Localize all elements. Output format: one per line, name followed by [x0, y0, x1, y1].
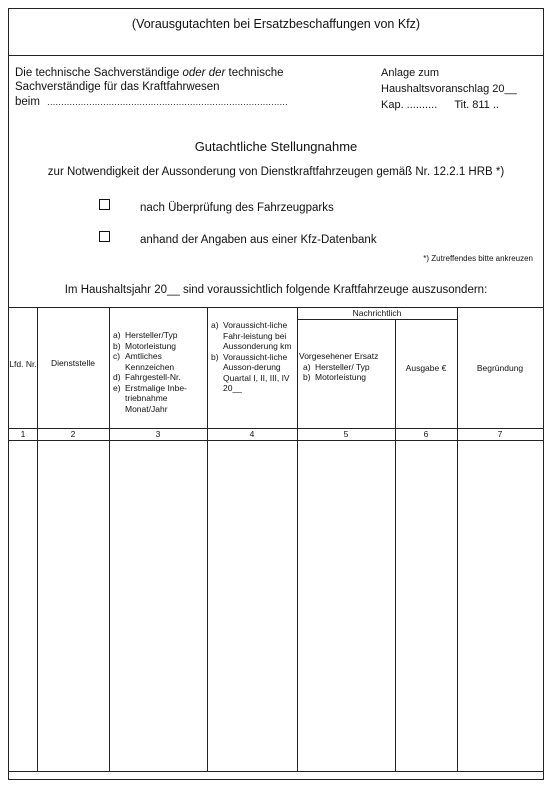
list-key: b): [303, 372, 311, 382]
address-text: technische: [225, 67, 284, 79]
annex-kap[interactable]: Kap. ..........: [381, 99, 438, 111]
checkbox-fahrzeugpark[interactable]: [99, 199, 110, 210]
table-bottom-line: [9, 771, 543, 772]
form-subtitle: zur Notwendigkeit der Aussonderung von Dienstkraftfahrzeugen gemäß Nr. 12.2.1 HRB *): [47, 166, 505, 178]
list-key: a): [113, 330, 121, 340]
list-text: Hersteller/Typ: [125, 330, 178, 340]
intro-text: Im Haushaltsjahr 20__ sind voraussichtlich folgende Kraftfahrzeuge auszusondern:: [64, 284, 488, 296]
list-item: [113, 372, 205, 383]
nachrichtlich-line: [297, 319, 457, 320]
col-header-begruendung: Begründung: [476, 363, 524, 373]
list-item: [113, 383, 205, 415]
address-line-1: [15, 67, 284, 79]
list-text: Amtliches Kennzeichen: [125, 351, 175, 372]
list-item: [113, 341, 205, 352]
list-text: Voraussicht-liche Fahr-leistung bei Aussonderung km: [223, 320, 292, 351]
annex-tit[interactable]: Tit. 811 ..: [454, 99, 499, 111]
col-header-dienststelle: Dienststelle: [51, 358, 95, 368]
list-item: [211, 352, 295, 394]
address-emph: oder der: [182, 67, 226, 79]
col-number: 1: [20, 429, 26, 439]
header-divider: [9, 55, 543, 56]
list-item: [113, 351, 205, 372]
list-item: [211, 320, 295, 352]
table-body-entry-area[interactable]: [9, 441, 543, 771]
col-header-fahrzeugdaten: [113, 330, 205, 414]
list-text: Voraussicht-liche Ausson-derung Quartal I, II, III, IV 20__: [223, 351, 290, 393]
list-key: b): [211, 351, 219, 362]
footnote: *) Zutreffendes bitte ankreuzen: [423, 254, 533, 263]
list-item: [303, 372, 394, 383]
col-header-ersatz: [299, 351, 394, 383]
address-text: Die technische Sachverständige: [15, 67, 183, 79]
list-text: Fahrgestell-Nr.: [125, 372, 181, 382]
annex-line-2: Haushaltsvoranschlag 20__: [381, 83, 517, 95]
list-key: c): [113, 351, 121, 361]
list-item: [113, 330, 205, 341]
col-number: 7: [497, 429, 503, 439]
list-item: [303, 362, 394, 373]
address-line-2: Sachverständige für das Kraftfahrwesen: [15, 81, 220, 93]
col-number: 4: [249, 429, 255, 439]
col-number: 5: [343, 429, 349, 439]
list-text: Hersteller/ Typ: [315, 361, 370, 372]
ersatz-list: [299, 362, 394, 383]
header-caption: (Vorausgutachten bei Ersatzbeschaffungen von Kfz): [131, 17, 421, 31]
checkbox-kfz-datenbank[interactable]: [99, 231, 110, 242]
col-header-nachrichtlich: Nachrichtlich: [352, 308, 402, 318]
col-number: 2: [70, 429, 76, 439]
form-title: Gutachtliche Stellungnahme: [194, 139, 358, 154]
form-frame: [8, 8, 544, 780]
list-text: Erstmalige Inbe-triebnahme Monat/Jahr: [125, 382, 187, 414]
ersatz-title: Vorgesehener Ersatz: [299, 351, 379, 361]
annex-line-1: Anlage zum: [381, 67, 440, 79]
address-fill-line[interactable]: ......................................................................................: [47, 97, 288, 107]
col-header-ausgabe: Ausgabe €: [405, 363, 447, 373]
col-number: 6: [423, 429, 429, 439]
col-header-lfd-nr: Lfd. Nr.: [9, 359, 37, 369]
list-key: a): [303, 361, 311, 372]
aussonderung-list: [211, 320, 295, 394]
list-key: a): [211, 320, 219, 330]
address-line-3: [15, 96, 288, 108]
list-key: b): [113, 340, 121, 351]
list-key: e): [113, 382, 121, 393]
col-number: 3: [155, 429, 161, 439]
list-key: d): [113, 372, 121, 382]
list-text: Motorleistung: [125, 340, 177, 351]
option-label-kfz-datenbank: anhand der Angaben aus einer Kfz-Datenbank: [140, 234, 377, 246]
address-beim-label: beim: [15, 96, 40, 108]
col-header-aussonderung: [211, 320, 295, 394]
option-label-fahrzeugpark: nach Überprüfung des Fahrzeugparks: [140, 202, 334, 214]
list-text: Motorleistung: [315, 372, 367, 382]
table-top-line: [9, 307, 543, 308]
fahrzeugdaten-list: [113, 330, 205, 414]
annex-line-3: [381, 99, 499, 111]
